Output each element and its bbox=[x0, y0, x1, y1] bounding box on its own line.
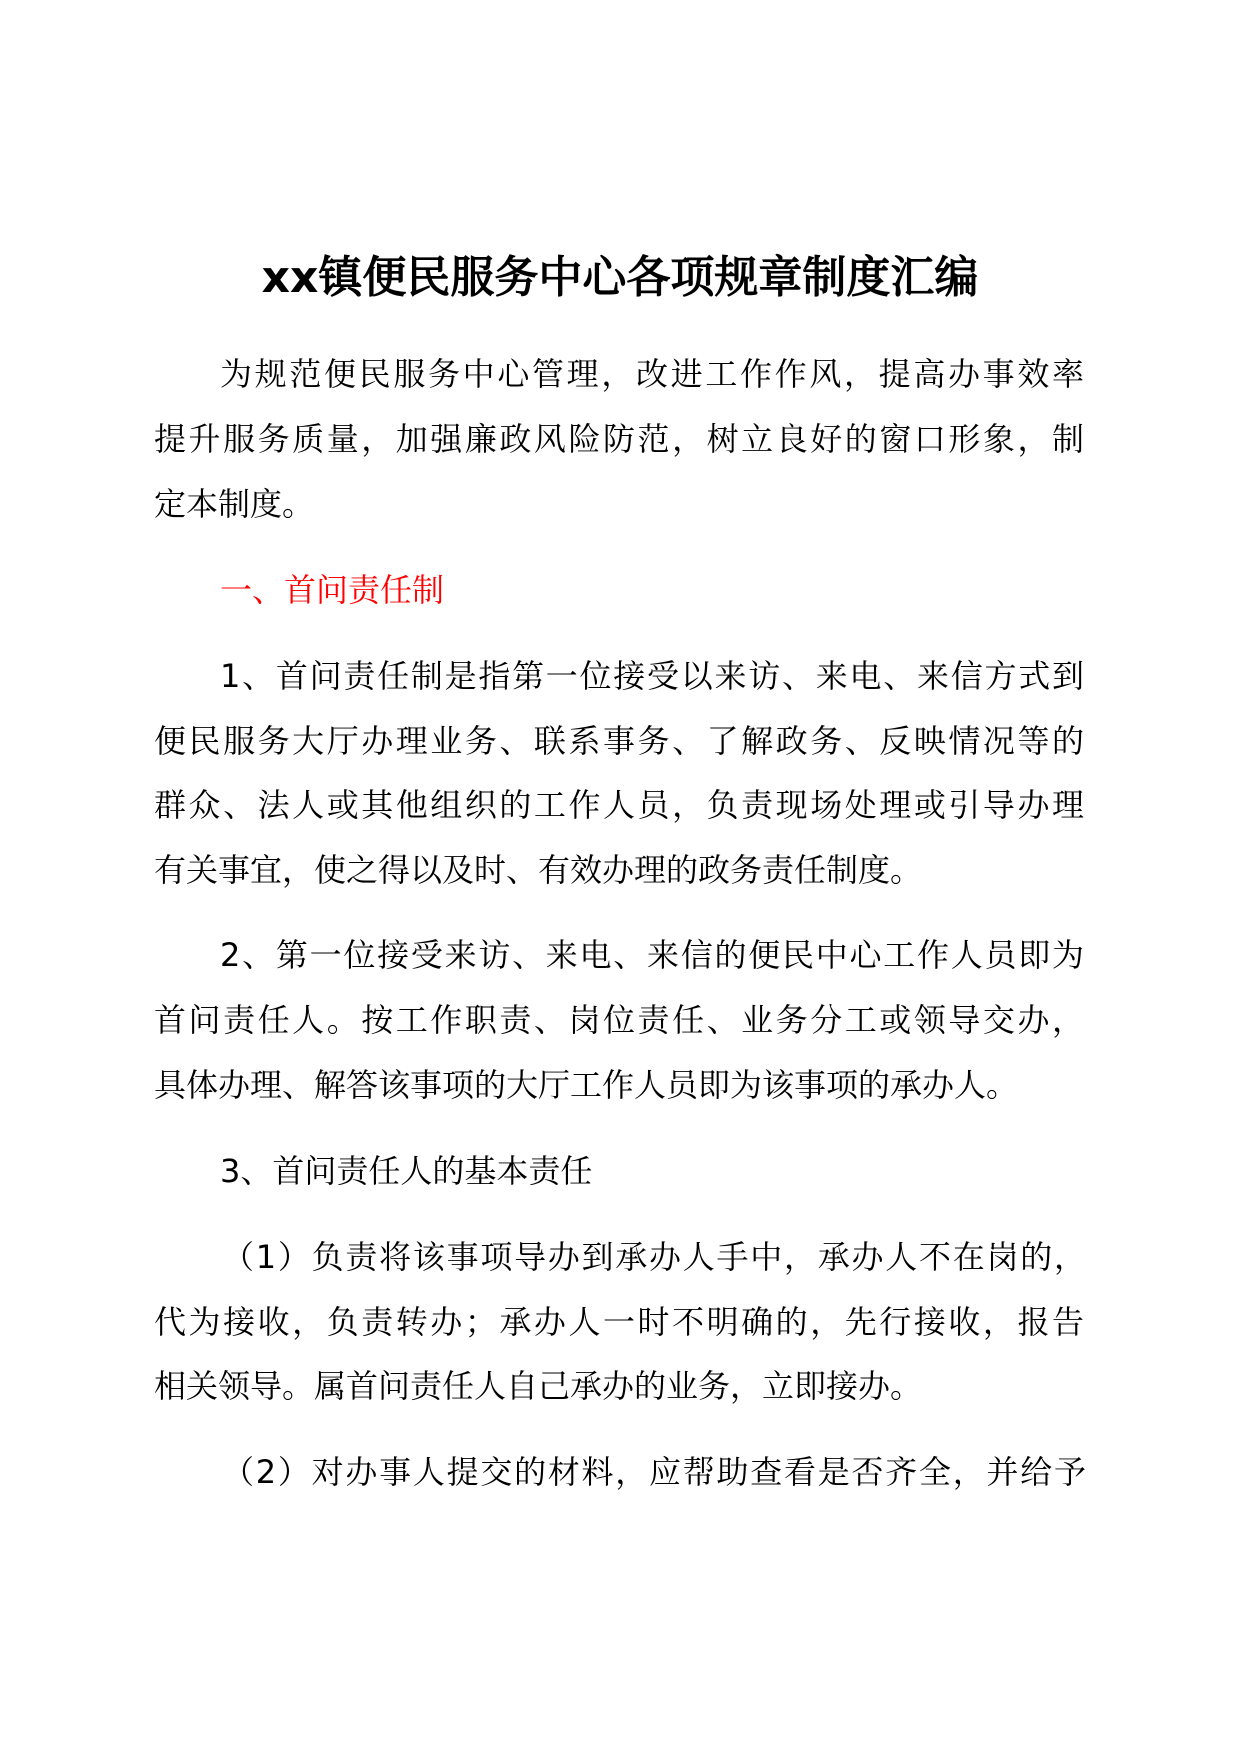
document-title: xx镇便民服务中心各项规章制度汇编 bbox=[261, 252, 979, 303]
paragraph-line: 1、首问责任制是指第一位接受以来访、来电、来信方式到 bbox=[220, 657, 1084, 695]
paragraph-line: 群众、法人或其他组织的工作人员，负责现场处理或引导办理 bbox=[154, 786, 1084, 824]
paragraph-line: 便民服务大厅办理业务、联系事务、了解政务、反映情况等的 bbox=[154, 722, 1084, 760]
paragraph-line: 代为接收，负责转办；承办人一时不明确的，先行接收，报告 bbox=[154, 1303, 1084, 1341]
paragraph-line: （1）负责将该事项导办到承办人手中，承办人不在岗的， bbox=[222, 1238, 1086, 1276]
paragraph-line: 具体办理、解答该事项的大厅工作人员即为该事项的承办人。 bbox=[154, 1066, 1019, 1104]
intro-line: 为规范便民服务中心管理，改进工作作风，提高办事效率 bbox=[220, 355, 1084, 393]
paragraph-line: （2）对办事人提交的材料，应帮助查看是否齐全，并给予 bbox=[222, 1453, 1086, 1491]
paragraph-line: 2、第一位接受来访、来电、来信的便民中心工作人员即为 bbox=[220, 936, 1084, 974]
intro-line: 定本制度。 bbox=[154, 485, 315, 523]
section-heading: 一、首问责任制 bbox=[220, 571, 445, 609]
paragraph-line: 有关事宜，使之得以及时、有效办理的政务责任制度。 bbox=[154, 851, 923, 889]
intro-line: 提升服务质量，加强廉政风险防范，树立良好的窗口形象，制 bbox=[154, 420, 1084, 458]
paragraph-line: 首问责任人。按工作职责、岗位责任、业务分工或领导交办， bbox=[154, 1001, 1084, 1039]
paragraph-line: 相关领导。属首问责任人自己承办的业务，立即接办。 bbox=[154, 1367, 923, 1405]
paragraph-line: 3、首问责任人的基本责任 bbox=[220, 1152, 593, 1190]
